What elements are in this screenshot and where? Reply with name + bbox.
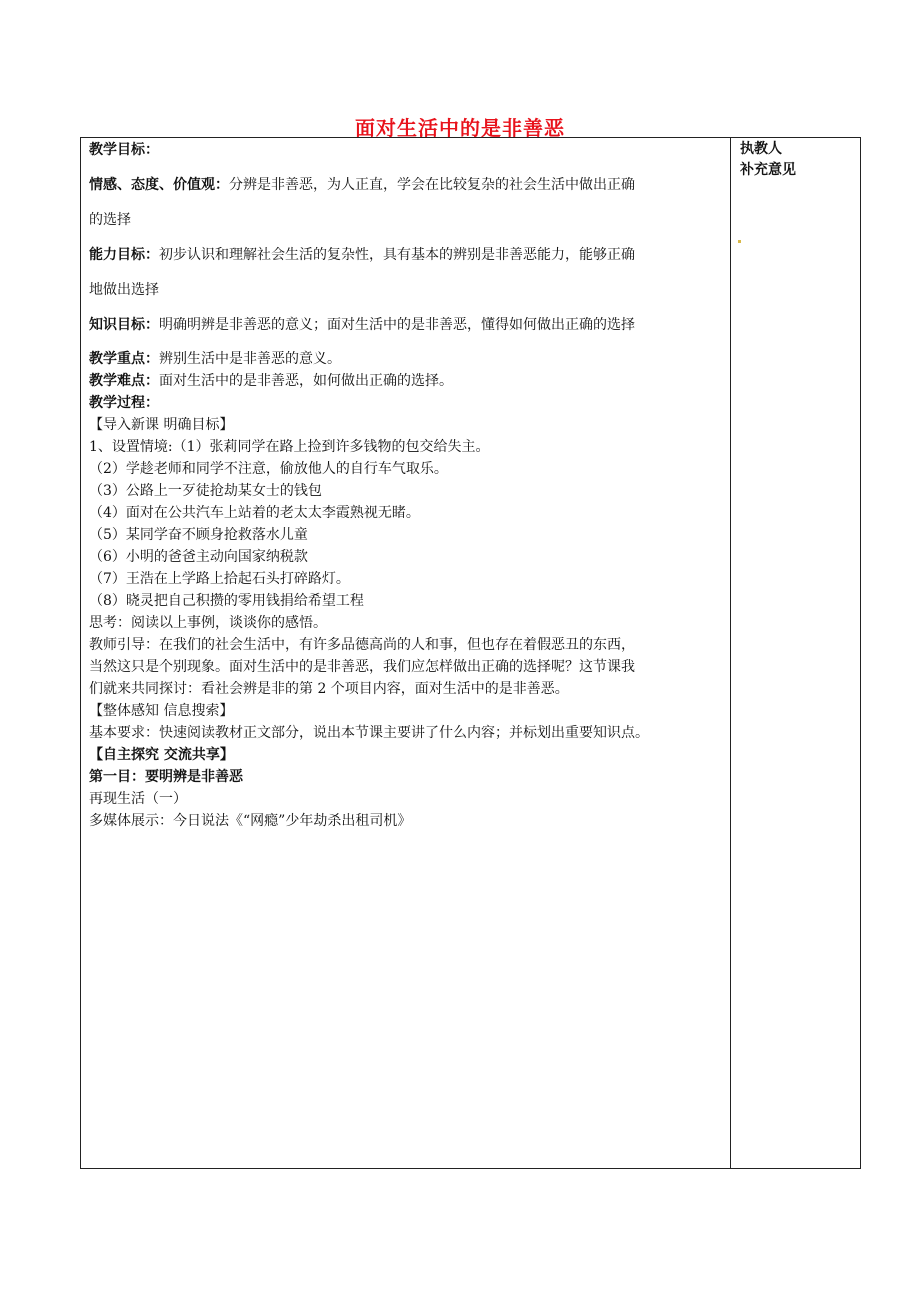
emotion-goal [89,174,729,196]
part-one-heading: 第一目：要明辨是非善恶 [89,769,243,785]
key-label: 教学重点： [89,351,159,367]
life-scene: 再现生活（一） [89,791,187,807]
emotion-text: 分辨是非善恶，为人正直，学会在比较复杂的社会生活中做出正确 [229,177,635,193]
key-text: 辨别生活中是非善恶的意义。 [159,351,341,367]
key-point [89,348,729,370]
media-display: 多媒体展示：今日说法《“网瘾”少年劫杀出租司机》 [89,813,412,829]
knowledge-label: 知识目标： [89,317,159,333]
ability-label: 能力目标： [89,247,159,263]
section-intro: 【导入新课 明确目标】 [89,417,234,433]
margin-mark [738,240,741,243]
list-item: （2）学趁老师和同学不注意，偷放他人的自行车气取乐。 [89,461,448,477]
ability-goal-cont: 地做出选择 [89,282,159,298]
ability-text: 初步认识和理解社会生活的复杂性，具有基本的辨别是非善恶能力，能够正确 [159,247,635,263]
difficulty-point [89,370,729,392]
think-prompt: 思考：阅读以上事例，谈谈你的感悟。 [89,615,327,631]
emotion-goal-cont: 的选择 [89,212,131,228]
teacher-guide-line: 当然这只是个别现象。面对生活中的是非善恶，我们应怎样做出正确的选择呢？这节课我 [89,659,635,675]
section-overview: 【整体感知 信息搜索】 [89,703,234,719]
difficulty-label: 教学难点： [89,373,159,389]
emotion-label: 情感、态度、价值观： [89,177,229,193]
list-item: （3）公路上一歹徒抢劫某女士的钱包 [89,483,322,499]
difficulty-text: 面对生活中的是非善恶，如何做出正确的选择。 [159,373,453,389]
section-explore: 【自主探究 交流共享】 [89,747,234,763]
basic-requirement: 基本要求：快速阅读教材正文部分，说出本节课主要讲了什么内容；并标划出重要知识点。 [89,725,649,741]
side-column [740,139,855,181]
ability-goal [89,244,729,266]
main-column [89,139,729,832]
list-item: 1、设置情境:（1）张莉同学在路上捡到许多钱物的包交给失主。 [89,439,490,455]
knowledge-text: 明确明辨是非善恶的意义；面对生活中的是非善恶，懂得如何做出正确的选择 [159,317,635,333]
process-heading: 教学过程： [89,395,159,411]
list-item: （8）晓灵把自己积攒的零用钱捐给希望工程 [89,593,364,609]
teacher-guide-line: 教师引导：在我们的社会生活中，有许多品德高尚的人和事，但也存在着假恶丑的东西， [89,637,635,653]
list-item: （7）王浩在上学路上拾起石头打碎路灯。 [89,571,350,587]
goals-heading: 教学目标： [89,142,159,158]
notes-label: 补充意见 [740,162,796,178]
list-item: （4）面对在公共汽车上站着的老太太李霞熟视无睹。 [89,505,420,521]
teacher-guide-line: 们就来共同探讨：看社会辨是非的第 2 个项目内容，面对生活中的是非善恶。 [89,681,569,697]
knowledge-goal [89,314,729,336]
list-item: （5）某同学奋不顾身抢救落水儿童 [89,527,308,543]
list-item: （6）小明的爸爸主动向国家纳税款 [89,549,308,565]
column-divider [730,137,731,1169]
document-title: 面对生活中的是非善恶 [355,116,565,140]
teacher-label: 执教人 [740,141,782,157]
